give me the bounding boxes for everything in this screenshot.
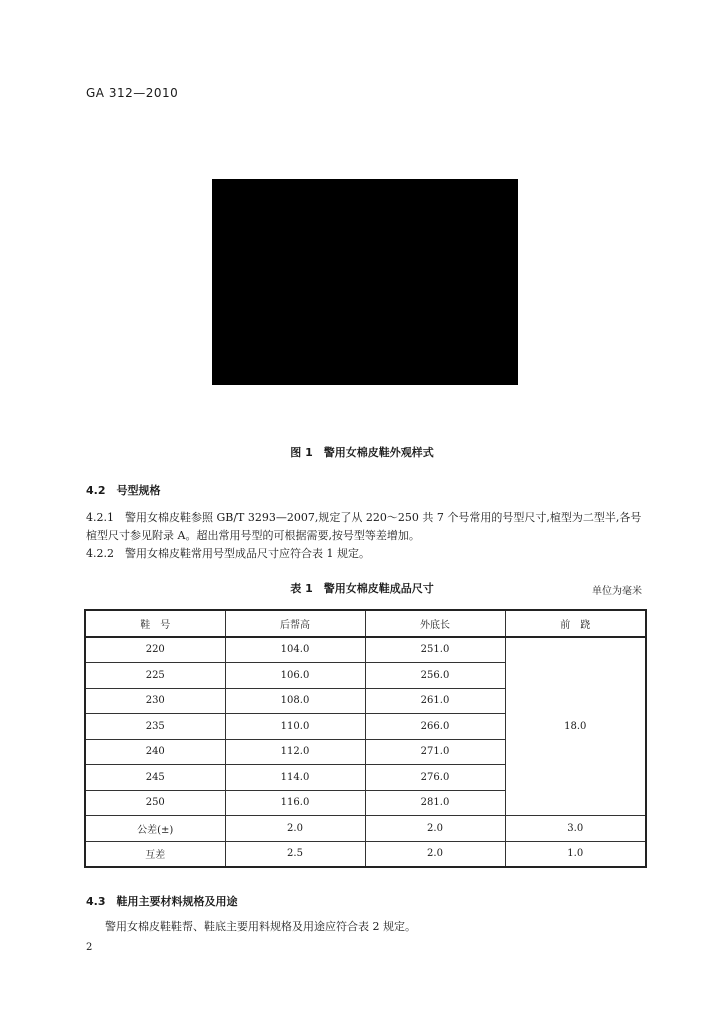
difference-row [85,841,646,867]
table-row [85,637,646,663]
cell-outsole-length: 266.0 [365,714,505,740]
section-4-3-heading: 4.3 鞋用主要材料规格及用途 [86,895,238,908]
cell-tolerance-outsole-length: 2.0 [365,816,505,842]
cell-back-height: 112.0 [225,739,365,765]
figure-caption: 图 1 警用女棉皮鞋外观样式 [290,446,434,459]
cell-outsole-length: 256.0 [365,663,505,689]
table-header-row [85,610,646,637]
cell-back-height: 106.0 [225,663,365,689]
cell-size: 220 [85,637,225,663]
tolerance-row [85,816,646,842]
cell-size: 230 [85,688,225,714]
cell-tolerance-back-height: 2.0 [225,816,365,842]
cell-size: 235 [85,714,225,740]
cell-difference-label: 互差 [85,841,225,867]
cell-back-height: 114.0 [225,765,365,791]
paragraph-4-3-body: 警用女棉皮鞋鞋帮、鞋底主要用料规格及用途应符合表 2 规定。 [105,920,416,933]
paragraph-4-2-2: 4.2.2 警用女棉皮鞋常用号型成品尺寸应符合表 1 规定。 [86,547,370,560]
table-caption: 表 1 警用女棉皮鞋成品尺寸 [290,582,434,595]
header-outsole-length: 外底长 [365,610,505,637]
header-front-toe: 前 跷 [505,610,646,637]
section-4-2-heading: 4.2 号型规格 [86,484,161,497]
standard-code: GA 312—2010 [86,86,179,100]
cell-outsole-length: 251.0 [365,637,505,663]
size-table [84,609,647,868]
cell-size: 250 [85,790,225,816]
cell-outsole-length: 261.0 [365,688,505,714]
header-back-height: 后帮高 [225,610,365,637]
cell-front-toe-merged: 18.0 [505,637,646,816]
cell-tolerance-front-toe: 3.0 [505,816,646,842]
cell-outsole-length: 271.0 [365,739,505,765]
paragraph-4-2-1: 4.2.1 警用女棉皮鞋参照 GB/T 3293—2007,规定了从 220～250 共 7 个号常用的号型尺寸,楦型为二型半,各号楦型尺寸参见附录 A。超出常用号型的可根据需要,按号型等差增加。 [86,511,642,542]
cell-back-height: 108.0 [225,688,365,714]
header-shoe-size: 鞋 号 [85,610,225,637]
figure-image [212,179,518,385]
cell-back-height: 116.0 [225,790,365,816]
cell-outsole-length: 281.0 [365,790,505,816]
cell-size: 225 [85,663,225,689]
cell-outsole-length: 276.0 [365,765,505,791]
table-unit-note: 单位为毫米 [592,586,642,597]
cell-difference-back-height: 2.5 [225,841,365,867]
cell-difference-front-toe: 1.0 [505,841,646,867]
cell-tolerance-label: 公差(±) [85,816,225,842]
cell-difference-outsole-length: 2.0 [365,841,505,867]
cell-back-height: 104.0 [225,637,365,663]
cell-size: 245 [85,765,225,791]
cell-back-height: 110.0 [225,714,365,740]
cell-size: 240 [85,739,225,765]
page-number: 2 [86,942,93,953]
